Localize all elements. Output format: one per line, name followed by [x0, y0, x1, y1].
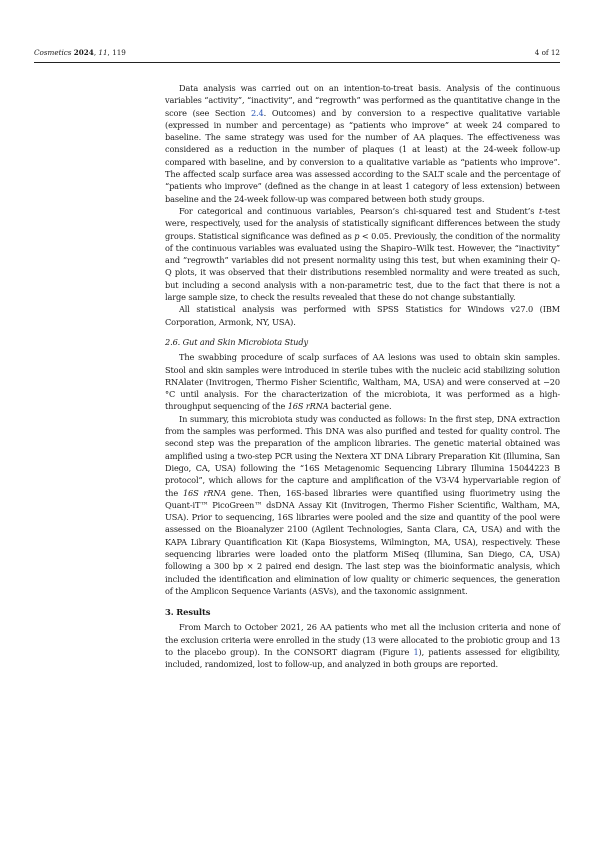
analysis-paragraph-2: For categorical and continuous variables, Pearson’s chi-squared test and Student’s t-test were, respectively, used for the analysis of statistically significant differences between the study groups. Statistical significance was defined as p < 0.05. Previously, the condition of the normality of the continuous variables was evaluated using the Shapiro–Wilk test. However, the “inactivity” and ”regrowth” variables did not present normality using this test, but when examining their Q-Q plots, it was observed that their distributions resembled normality and were treated as such, but including a second analysis with a non-parametric test, due to the fact that there is not a large sample size, to check the results revealed that these do not change substantially.	[165, 205, 560, 303]
journal-name: Cosmetics	[34, 48, 72, 57]
analysis-paragraph-1: Data analysis was carried out on an intention-to-treat basis. Analysis of the continuous variables “activity”, “inactivity”, and “regrowth” was performed as the quantitative change in the score (see Section 2.4. Outcomes) and by conversion to a respective qualitative variable (expressed in number and percentage) as “patients who improve” at week 24 compared to baseline. The same strategy was used for the number of AA plaques. The effectiveness was considered as a reduction in the number of plaques (1 at least) at the 24-week follow-up compared with baseline, and by conversion to a qualitative variable as “patients who improve”. The affected scalp surface area was assessed according to the SALT scale and the percentage of “patients who improve” (defined as the change in at least 1 category of less extension) between baseline and the 24-week follow-up was compared between both study groups.	[165, 83, 561, 204]
article-number: 119	[112, 48, 126, 57]
section-heading-microbiota: 2.6. Gut and Skin Microbiota Study	[165, 336, 308, 347]
results-paragraph-1: From March to October 2021, 26 AA patients who met all the inclusion criteria and none of the exclusion criteria were enrolled in the study (13 were allocated to the probiotic group and 13 to the placebo group). In the CONSORT diagram (Figure 1), patients assessed for eligibility, included, randomized, lost to follow-up, and analyzed in both groups are reported.	[165, 622, 560, 670]
analysis-paragraph-3: All statistical analysis was performed with SPSS Statistics for Windows v27.0 (IBM Corporation, Armonk, NY, USA).	[165, 304, 560, 327]
figure-link[interactable]: 1	[413, 647, 419, 658]
journal-volume: 11	[98, 48, 108, 57]
page-number: 4 of 12	[534, 48, 560, 57]
main-text	[165, 82, 560, 671]
journal-year: 2024	[73, 48, 94, 57]
section-link[interactable]: 2.4	[250, 107, 264, 118]
header-divider	[34, 62, 560, 63]
running-header	[34, 46, 560, 60]
section-heading-results: 3. Results	[165, 607, 211, 618]
microbiota-paragraph-2: In summary, this microbiota study was conducted as follows: In the first step, DNA extraction from the samples was performed. This DNA was also purified and tested for quality control. The second step was the preparation of the amplicon libraries. The genetic material obtained was amplified using a two-step PCR using the Nextera XT DNA Library Preparation Kit (Illumina, San Diego, CA, USA) following the “16S Metagenomic Sequencing Library Illumina 15044223 B protocol”, which allows for the capture and amplification of the V3-V4 hypervariable region of the 16S rRNA gene. Then, 16S-based libraries were quantified using fluorimetry using the Quant-iT™ PicoGreen™ dsDNA Assay Kit (Invitrogen, Thermo Fisher Scientific, Waltham, MA, USA). Prior to sequencing, 16S libraries were pooled and the size and quantity of the pool were assessed on the Bioanalyzer 2100 (Agilent Technologies, Santa Clara, CA, USA) and with the KAPA Library Quantification Kit (Kapa Biosystems, Wilmington, MA, USA), respectively. These sequencing libraries were loaded onto the platform MiSeq (Illumina, San Diego, CA, USA) following a 300 bp × 2 paired end design. The last step was the bioinformatic analysis, which included the identification and elimination of low quality or chimeric sequences, the generation of the Amplicon Sequence Variants (ASVs), and the taxonomic assignment.	[165, 413, 561, 596]
journal-citation: Cosmetics 2024, 11, 119	[34, 48, 126, 57]
microbiota-paragraph-1: The swabbing procedure of scalp surfaces of AA lesions was used to obtain skin samples. Stool and skin samples were introduced in sterile tubes with the nucleic acid stabilizing solution RNAlater (Invitrogen, Thermo Fisher Scientific, Waltham, MA, USA) and were conserved at −20 °C until analysis. For the characterization of the microbiota, it was performed as a high-throughput sequencing of the 16S rRNA bacterial gene.	[165, 352, 560, 412]
